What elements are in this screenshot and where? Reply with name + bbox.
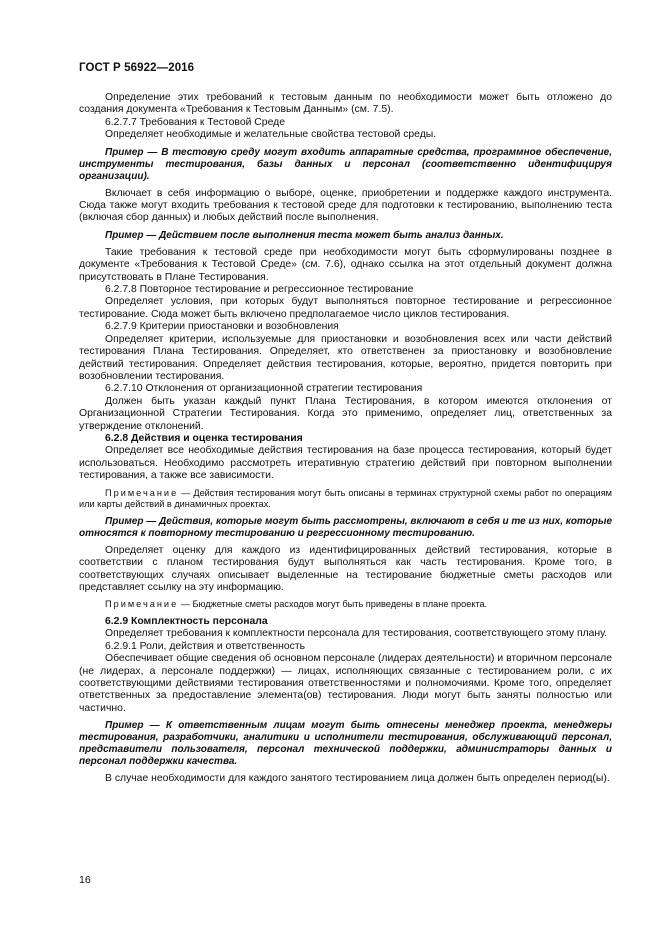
body-paragraph: Определяет все необходимые действия тестирования на базе процесса тестирования, который будет использоваться. Необходимо рассмотреть итеративную стратегию действий при повторном выполнении тестирования, а также все зависимости.	[79, 445, 612, 482]
section-heading: 6.2.7.9 Критерии приостановки и возобновления	[105, 321, 339, 333]
body-paragraph: Определяет оценку для каждого из идентифицированных действий тестирования, которые в соответствии с планом тестирования будут выполняться как часть тестирования. Кроме того, в соответствующих случаях описывает выделенные на тестирование бюджетные сметы расходов или представляет ссылку на эту информацию.	[79, 544, 612, 593]
body-paragraph: Определяет необходимые и желательные свойства тестовой среды.	[105, 129, 437, 141]
page-number: 16	[79, 874, 91, 886]
example-paragraph: Пример — Действием после выполнения теста может быть анализ данных.	[105, 229, 504, 241]
section-heading: 6.2.7.7 Требования к Тестовой Среде	[105, 116, 285, 128]
note-text: — Действия тестирования могут быть описаны в терминах структурной схемы работ по операциям или карты действий в динамичных проектах.	[79, 487, 612, 510]
body-paragraph: Включает в себя информацию о выборе, оценке, приобретении и поддержке каждого инструмента. Сюда также могут входить требования к тестовой среде для подготовки к тестированию, выполнению теста (включая сбор данных) и любых действий после выполнения.	[79, 187, 612, 224]
body-paragraph: Определяет условия, при которых будут выполняться повторное тестирование и регрессионное тестирование. Сюда может быть включено предполагаемое число циклов тестирования.	[79, 296, 612, 320]
example-paragraph: Пример — Действия, которые могут быть рассмотрены, включают в себя и те из них, которые относятся к повторному тестированию и регрессионному тестированию.	[79, 515, 613, 539]
section-heading: 6.2.9.1 Роли, действия и ответственность	[105, 640, 306, 652]
body-paragraph: Определение этих требований к тестовым данным по необходимости может быть отложено до создания документа «Требования к Тестовым Данным» (см. 7.5).	[79, 92, 612, 116]
body-paragraph: В случае необходимости для каждого занятого тестированием лица должен быть определен период(ы).	[105, 773, 610, 785]
example-paragraph: Пример — К ответственным лицам могут быть отнесены менеджер проекта, менеджеры тестирования, разработчики, аналитики и исполнители тестирования, обслуживающий персонал, представители пользователя, персонал технической поддержки, администраторы данных и персонал поддержки качества.	[79, 720, 612, 768]
body-paragraph: Такие требования к тестовой среде при необходимости могут быть сформулированы позднее в документе «Требования к Тестовой Среде» (см. 7.6), однако ссылка на этот отдельный документ должна присутствовать в Плане Тестирования.	[79, 246, 612, 283]
note-text: — Бюджетные сметы расходов могут быть приведены в плане проекта.	[178, 599, 488, 610]
section-heading: 6.2.7.10 Отклонения от организационной стратегии тестирования	[105, 383, 423, 395]
example-paragraph: Пример — В тестовую среду могут входить аппаратные средства, программное обеспечение, инструменты тестирования, базы данных и персонал (соответственно идентифицируя организации).	[79, 146, 612, 182]
body-paragraph: Определяет требования к комплектности персонала для тестирования, соответствующего этому плану.	[105, 628, 608, 640]
body-paragraph: Должен быть указан каждый пункт Плана Тестирования, в котором имеются отклонения от Организационной Стратегии Тестирования. Когда это применимо, определяет лиц, ответственных за утверждение отклонений.	[79, 395, 612, 432]
section-heading-bold: 6.2.8 Действия и оценка тестирования	[105, 432, 303, 444]
note-paragraph	[79, 599, 612, 611]
body-paragraph: Обеспечивает общие сведения об основном персонале (лидерах деятельности) и вторичном персонале (не лидерах, а персонале поддержки) — лицах, исполняющих связанные с тестированием роли, с их соответствующими действиями тестирования ответственностями и полномочиями. Кроме того, определяет ответственных за предоставление элемента(ов) тестирования. Люди могут быть заняты полностью или частично.	[79, 653, 612, 714]
note-label: Примечание	[105, 599, 179, 610]
document-body	[79, 92, 612, 786]
note-label: Примечание	[105, 487, 179, 498]
section-heading-bold: 6.2.9 Комплектность персонала	[105, 615, 268, 627]
body-paragraph: Определяет критерии, используемые для приостановки и возобновления всех или части действий тестирования Плана Тестирования. Определяет, кто ответственен за приостановку и возобновление действий тестирования. Определяет действия тестирования, которые, вероятно, придется повторить при возобновлении тестирования.	[79, 333, 612, 382]
document-id-header: ГОСТ Р 56922—2016	[79, 62, 195, 74]
section-heading: 6.2.7.8 Повторное тестирование и регрессионное тестирование	[105, 284, 414, 296]
note-paragraph	[79, 488, 612, 511]
